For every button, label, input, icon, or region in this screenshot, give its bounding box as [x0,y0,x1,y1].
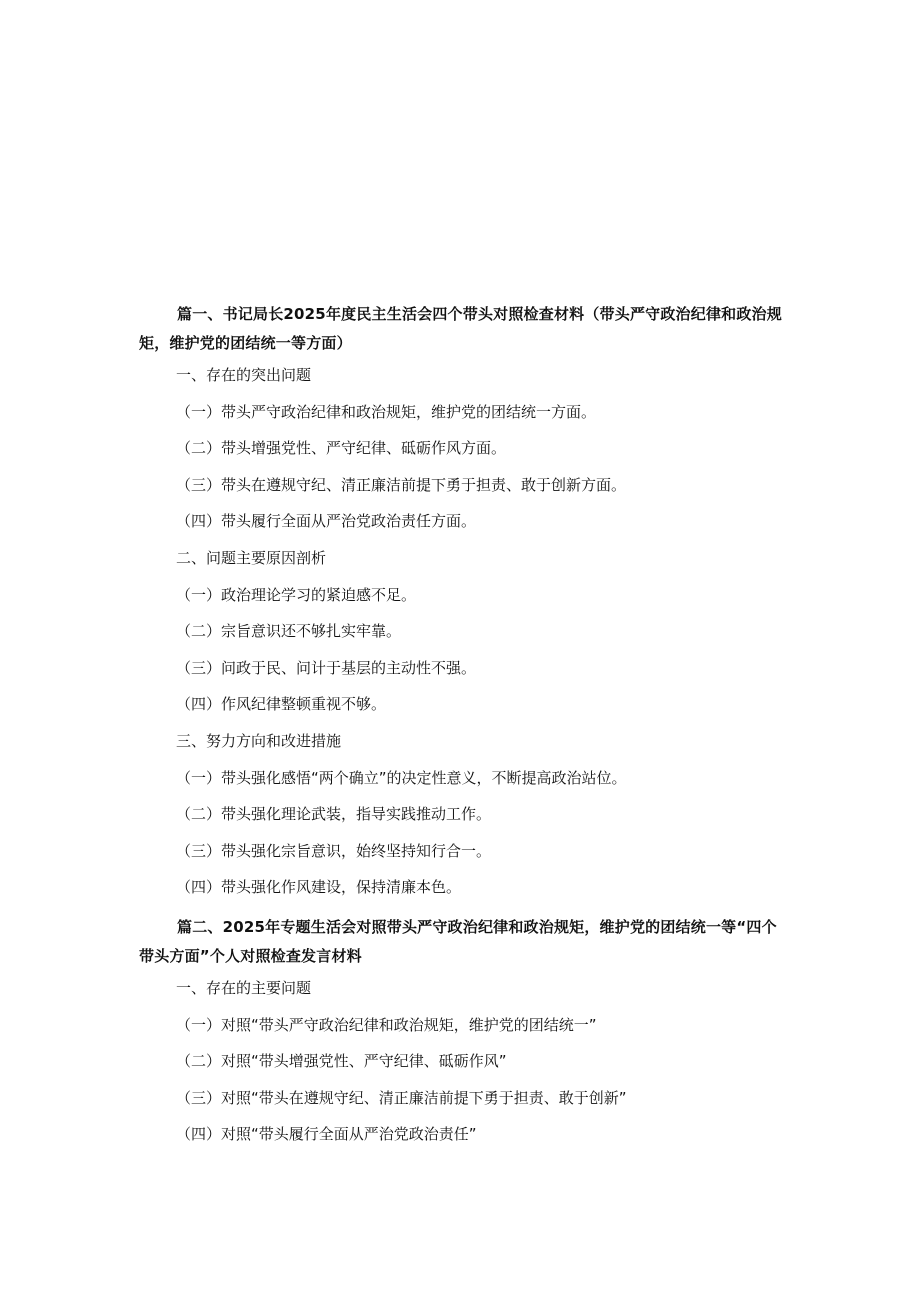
part1-title: 篇一、书记局长2025年度民主生活会四个带头对照检查材料（带头严守政治纪律和政治规矩，维护党的团结统一等方面） [139,305,782,352]
part1-heading-1: 一、存在的突出问题 [176,366,312,384]
part1-item: （四）作风纪律整顿重视不够。 [176,695,387,714]
part1-item: （一）带头强化感悟“两个确立”的决定性意义，不断提高政治站位。 [176,768,627,787]
part1-item: （四）带头履行全面从严治党政治责任方面。 [176,512,477,531]
part2-item: （四）对照“带头履行全面从严治党政治责任” [176,1125,477,1144]
document-body [139,300,789,1160]
part1-item: （四）带头强化作风建设，保持清廉本色。 [176,878,462,897]
part2-item: （三）对照“带头在遵规守纪、清正廉洁前提下勇于担责、敢于创新” [176,1088,627,1107]
part2-heading-1: 一、存在的主要问题 [176,978,312,997]
part1-item: （三）问政于民、问计于基层的主动性不强。 [176,658,477,677]
part1-item: （二）带头强化理论武装，指导实践推动工作。 [176,805,492,824]
part2-item: （二）对照“带头增强党性、严守纪律、砥砺作风” [176,1052,507,1071]
part2-item: （一）对照“带头严守政治纪律和政治规矩，维护党的团结统一” [176,1015,597,1034]
part1-item: （二）带头增强党性、严守纪律、砥砺作风方面。 [176,439,507,458]
part1-item: （二）宗旨意识还不够扎实牢靠。 [176,622,402,641]
part1-heading-3: 三、努力方向和改进措施 [176,731,342,750]
part2-title: 篇二、2025年专题生活会对照带头严守政治纪律和政治规矩，维护党的团结统一等“四个带头方面”个人对照检查发言材料 [139,917,777,965]
part1-item: （三）带头强化宗旨意识，始终坚持知行合一。 [176,841,492,860]
part1-item: （三）带头在遵规守纪、清正廉洁前提下勇于担责、敢于创新方面。 [176,475,627,494]
part1-item: （一）政治理论学习的紧迫感不足。 [176,585,417,604]
part1-item: （一）带头严守政治纪律和政治规矩，维护党的团结统一方面。 [176,402,597,421]
part1-heading-2: 二、问题主要原因剖析 [176,548,327,567]
